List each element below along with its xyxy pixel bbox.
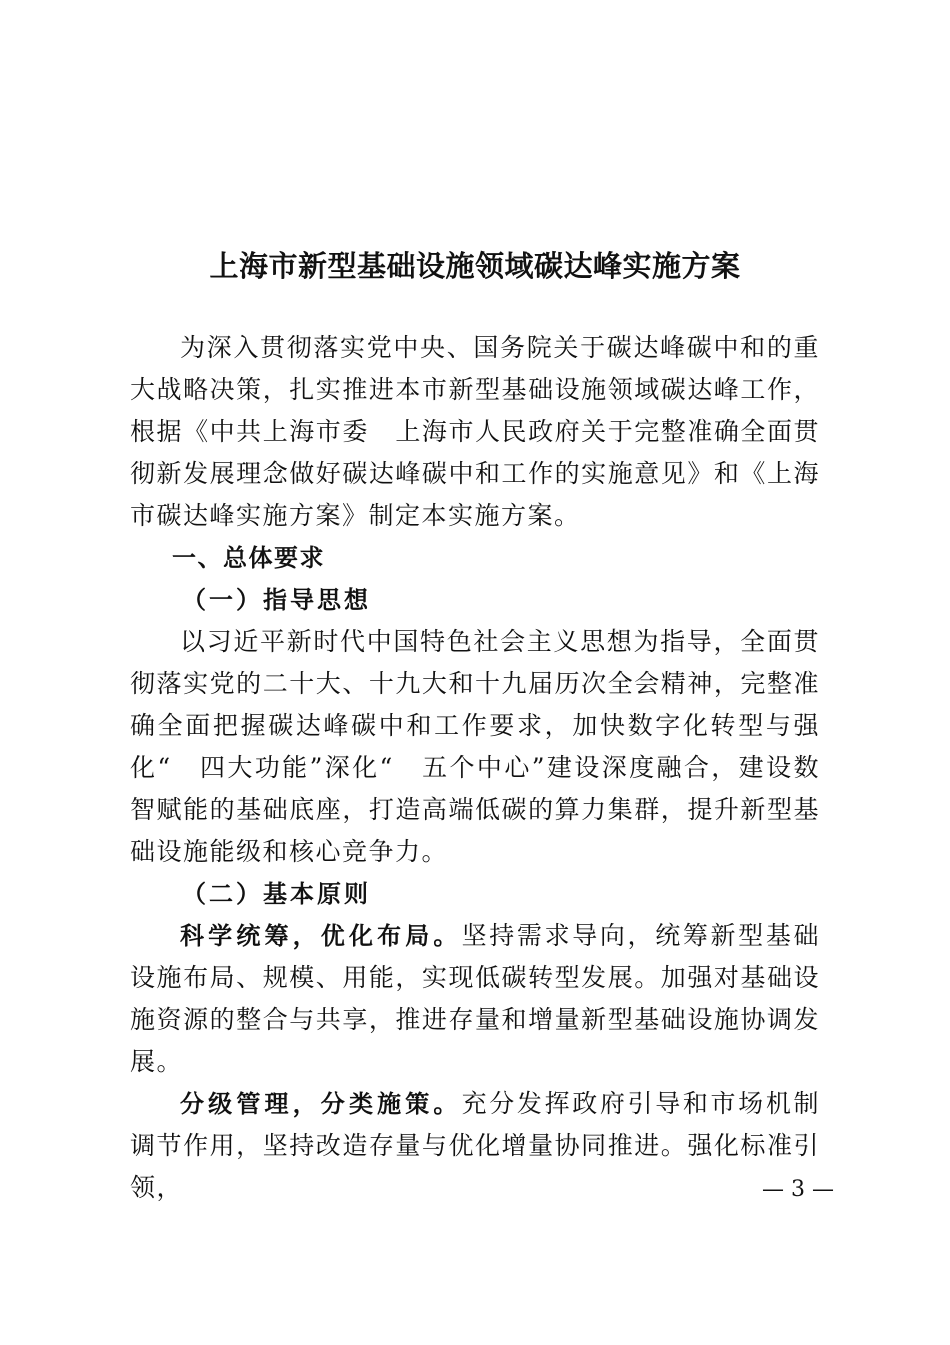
intro-paragraph: 为深入贯彻落实党中央、国务院关于碳达峰碳中和的重大战略决策，扎实推进本市新型基础设施领域碳达峰工作，根据《中共上海市委 上海市人民政府关于完整准确全面贯彻新发展理念做好碳达峰碳中和工作的实施意见》和《上海市碳达峰实施方案》制定本实施方案。 (130, 333, 820, 530)
guiding-ideology-paragraph: 以习近平新时代中国特色社会主义思想为指导，全面贯彻落实党的二十大、十九大和十九届历次全会精神，完整准确全面把握碳达峰碳中和工作要求，加快数字化转型与强化“ 四大功能”深化“ 五个中心”建设深度融合，建设数智赋能的基础底座，打造高端低碳的算力集群，提升新型基础设施能级和核心竞争力。 (130, 627, 820, 866)
principle-paragraph-1 (130, 915, 820, 1083)
page-number: — 3 — (762, 1177, 834, 1202)
subsection-heading-basic-principles: （二）基本原则 (182, 880, 371, 908)
principle-paragraph-2 (130, 1083, 820, 1209)
document-title: 上海市新型基础设施领域碳达峰实施方案 (209, 249, 741, 283)
subsection-heading-guiding-ideology: （一）指导思想 (182, 586, 371, 614)
principle-1-lead: 科学统筹，优化布局。 (180, 922, 462, 950)
principle-2-lead: 分级管理，分类施策。 (180, 1090, 462, 1118)
principle-2-text: 充分发挥政府引导和市场机制调节作用，坚持改造存量与优化增量协同推进。强化标准引领， (130, 1089, 820, 1202)
document-body (130, 327, 820, 1209)
principle-1-text: 坚持需求导向，统筹新型基础设施布局、规模、用能，实现低碳转型发展。加强对基础设施资源的整合与共享，推进存量和增量新型基础设施协调发展。 (130, 921, 820, 1076)
section-heading-overall-requirements: 一、总体要求 (172, 544, 325, 572)
